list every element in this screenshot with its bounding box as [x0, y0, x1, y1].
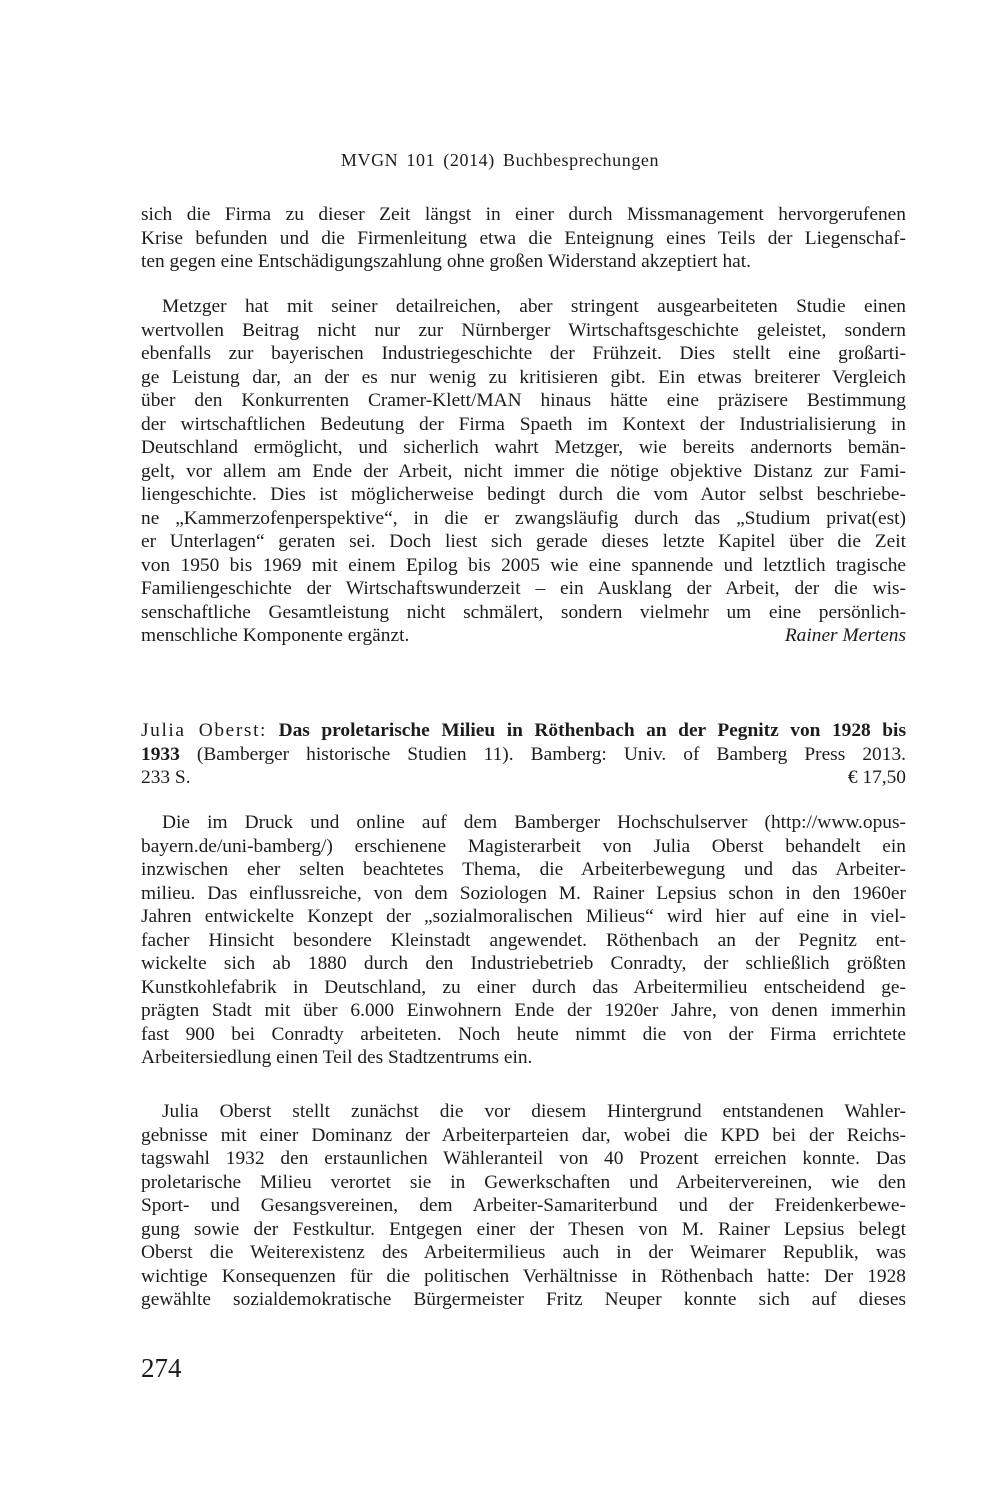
- text-line: Krise befunden und die Firmenleitung etwa die Enteignung eines Teils der Liegenschaf-: [141, 227, 906, 249]
- review2-bibliography: [141, 719, 906, 790]
- text-line: senschaftliche Gesamtleistung nicht schmälert, sondern vielmehr um eine persönlich-: [141, 601, 906, 623]
- bibliography-line: [141, 719, 906, 743]
- text-line: der wirtschaftlichen Bedeutung der Firma Spaeth im Kontext der Industrialisierung in: [141, 413, 906, 435]
- text-line: ne „Kammerzofenperspektive“, in die er zwangsläufig durch das „Studium privat(est): [141, 507, 906, 529]
- text-line: prägten Stadt mit über 6.000 Einwohnern Ende der 1920er Jahre, von denen immerhin: [141, 1000, 906, 1021]
- book-title-continued: 1933: [141, 743, 180, 765]
- text-line: proletarische Milieu verortet sie in Gewerkschaften und Arbeitervereinen, wie den: [141, 1171, 906, 1193]
- text-line: gelt, vor allem am Ende der Arbeit, nicht immer die nötige objektive Distanz zur Fami-: [141, 460, 906, 482]
- running-head: MVGN 101 (2014) Buchbesprechungen: [340, 150, 660, 170]
- text-line: wertvollen Beitrag nicht nur zur Nürnberger Wirtschaftsgeschichte geleistet, sondern: [141, 319, 906, 341]
- text-line: Familiengeschichte der Wirtschaftswunderzeit – ein Ausklang der Arbeit, der die wis-: [141, 578, 906, 599]
- text-line: gebnisse mit einer Dominanz der Arbeiterparteien dar, wobei die KPD bei der Reichs-: [141, 1124, 906, 1146]
- review2-paragraph-2: [141, 1100, 906, 1312]
- text-line: tagswahl 1932 den erstaunlichen Wähleranteil von 40 Prozent erreichen konnte. Das: [141, 1148, 906, 1169]
- text-line: gung sowie der Festkultur. Entgegen einer der Thesen von M. Rainer Lepsius belegt: [141, 1218, 906, 1240]
- text-line: facher Hinsicht besondere Kleinstadt angewendet. Röthenbach an der Pegnitz ent-: [141, 929, 906, 951]
- book-title: Das proletarische Milieu in Röthenbach an der Pegnitz von 1928 bis: [278, 720, 906, 741]
- book-pages: 233 S.: [141, 767, 191, 788]
- text-line: Die im Druck und online auf dem Bamberger Hochschulserver (http://www.opus-: [162, 812, 906, 833]
- text-line: Julia Oberst stellt zunächst die vor diesem Hintergrund entstandenen Wahler-: [162, 1101, 906, 1122]
- text-line: bayern.de/uni-bamberg/) erschienene Magisterarbeit von Julia Oberst behandelt ein: [141, 835, 906, 857]
- text-line: Jahren entwickelte Konzept der „sozialmoralischen Milieus“ wird hier auf eine in viel-: [141, 906, 906, 927]
- text-line: gewählte sozialdemokratische Bürgermeister Fritz Neuper konnte sich auf dieses: [141, 1289, 906, 1310]
- book-price: € 17,50: [847, 767, 906, 788]
- bibliography-line: [141, 743, 906, 767]
- text-line: über den Konkurrenten Cramer-Klett/MAN hinaus hätte eine präzisere Bestimmung: [141, 390, 906, 411]
- text-line: wichtige Konsequenzen für die politischen Verhältnisse in Röthenbach hatte: Der 1928: [141, 1265, 906, 1287]
- book-author: Julia Oberst:: [141, 720, 268, 741]
- text-line: sich die Firma zu dieser Zeit längst in einer durch Missmanagement hervorgerufenen: [141, 204, 906, 225]
- book-series-publisher: (Bamberger historische Studien 11). Bamberg: Univ. of Bamberg Press 2013.: [179, 743, 906, 765]
- text-line: Metzger hat mit seiner detailreichen, aber stringent ausgearbeiteten Studie einen: [162, 296, 906, 317]
- reviewer-signature: Rainer Mertens: [784, 625, 906, 646]
- bibliography-line: [141, 766, 906, 790]
- review1-paragraph-2: [141, 295, 906, 648]
- review1-paragraph-1: [141, 203, 906, 274]
- review2-paragraph-1: [141, 811, 906, 1070]
- text-line: ten gegen eine Entschädigungszahlung ohne großen Widerstand akzeptiert hat.: [141, 251, 751, 272]
- text-line: [141, 624, 906, 648]
- text-line: Sport- und Gesangsvereinen, dem Arbeiter-Samariterbund und der Freidenkerbewe-: [141, 1195, 906, 1216]
- page-number: 274: [141, 1353, 182, 1383]
- text-line: fast 900 bei Conradty arbeiteten. Noch heute nimmt die von der Firma errichtete: [141, 1023, 906, 1045]
- text-line: er Unterlagen“ geraten sei. Doch liest sich gerade dieses letzte Kapitel über die Zeit: [141, 531, 906, 552]
- text-line: Deutschland ermöglicht, und sicherlich wahrt Metzger, wie bereits andernorts bemän-: [141, 437, 906, 458]
- text-line: milieu. Das einflussreiche, von dem Soziologen M. Rainer Lepsius schon in den 1960er: [141, 882, 906, 904]
- text-line: inzwischen eher selten beachtetes Thema, die Arbeiterbewegung und das Arbeiter-: [141, 859, 906, 880]
- last-line-text: menschliche Komponente ergänzt.: [141, 625, 410, 646]
- text-line: wickelte sich ab 1880 durch den Industriebetrieb Conradty, der schließlich größten: [141, 953, 906, 974]
- text-line: Kunstkohlefabrik in Deutschland, zu einer durch das Arbeitermilieu entscheidend ge-: [141, 976, 906, 998]
- text-line: Arbeitersiedlung einen Teil des Stadtzentrums ein.: [141, 1047, 533, 1068]
- text-line: liengeschichte. Dies ist möglicherweise bedingt durch die vom Autor selbst beschriebe-: [141, 484, 906, 505]
- text-line: Oberst die Weiterexistenz des Arbeitermilieus auch in der Weimarer Republik, was: [141, 1242, 906, 1263]
- text-line: von 1950 bis 1969 mit einem Epilog bis 2005 wie eine spannende und letztlich tragische: [141, 554, 906, 576]
- text-line: ge Leistung dar, an der es nur wenig zu kritisieren gibt. Ein etwas breiterer Vergleich: [141, 366, 906, 388]
- text-line: ebenfalls zur bayerischen Industriegeschichte der Frühzeit. Dies stellt eine großarti-: [141, 343, 906, 364]
